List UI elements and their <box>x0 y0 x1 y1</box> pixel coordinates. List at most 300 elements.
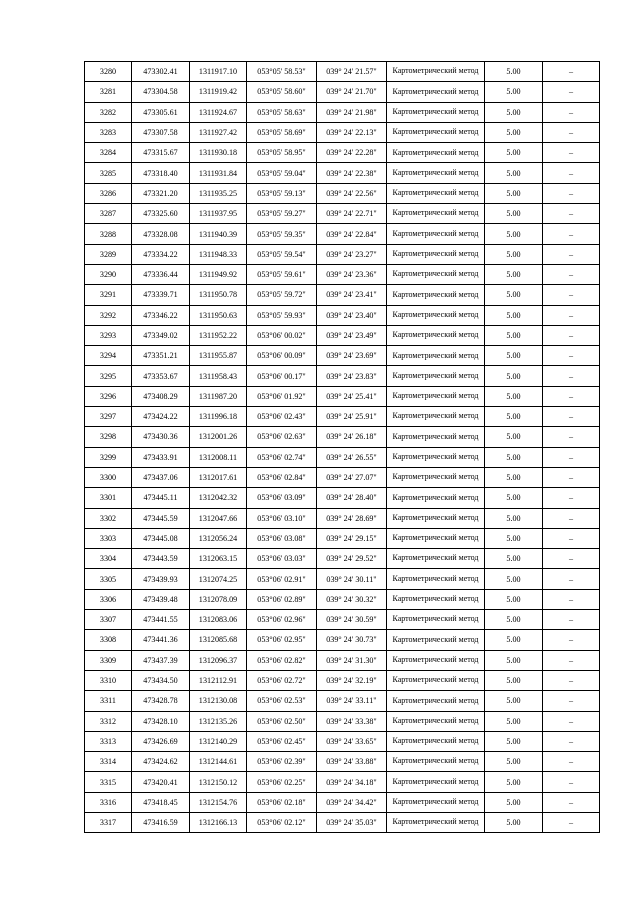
y-coordinate-cell: 1312078.09 <box>190 589 247 609</box>
description-cell: – <box>543 467 600 487</box>
point-number-cell: 3305 <box>85 569 132 589</box>
longitude-cell: 039° 24' 23.69" <box>317 346 387 366</box>
latitude-cell: 053°06' 03.08" <box>247 528 317 548</box>
x-coordinate-cell: 473437.39 <box>132 650 190 670</box>
method-cell: Картометрический метод <box>387 752 485 772</box>
x-coordinate-cell: 473304.58 <box>132 82 190 102</box>
point-number-cell: 3301 <box>85 488 132 508</box>
x-coordinate-cell: 473443.59 <box>132 549 190 569</box>
table-row <box>85 792 600 812</box>
accuracy-cell: 5.00 <box>485 62 543 82</box>
latitude-cell: 053°06' 01.92" <box>247 386 317 406</box>
latitude-cell: 053°06' 02.43" <box>247 407 317 427</box>
method-cell: Картометрический метод <box>387 447 485 467</box>
latitude-cell: 053°06' 02.39" <box>247 752 317 772</box>
accuracy-cell: 5.00 <box>485 731 543 751</box>
accuracy-cell: 5.00 <box>485 427 543 447</box>
longitude-cell: 039° 24' 26.18" <box>317 427 387 447</box>
latitude-cell: 053°06' 02.25" <box>247 772 317 792</box>
longitude-cell: 039° 24' 22.13" <box>317 122 387 142</box>
table-row <box>85 122 600 142</box>
latitude-cell: 053°06' 02.91" <box>247 569 317 589</box>
point-number-cell: 3311 <box>85 691 132 711</box>
x-coordinate-cell: 473307.58 <box>132 122 190 142</box>
description-cell: – <box>543 772 600 792</box>
accuracy-cell: 5.00 <box>485 812 543 832</box>
y-coordinate-cell: 1311948.33 <box>190 244 247 264</box>
latitude-cell: 053°06' 02.82" <box>247 650 317 670</box>
y-coordinate-cell: 1312144.61 <box>190 752 247 772</box>
x-coordinate-cell: 473430.36 <box>132 427 190 447</box>
y-coordinate-cell: 1312042.32 <box>190 488 247 508</box>
table-row <box>85 143 600 163</box>
longitude-cell: 039° 24' 23.36" <box>317 264 387 284</box>
y-coordinate-cell: 1311958.43 <box>190 366 247 386</box>
x-coordinate-cell: 473426.69 <box>132 731 190 751</box>
x-coordinate-cell: 473334.22 <box>132 244 190 264</box>
point-number-cell: 3289 <box>85 244 132 264</box>
latitude-cell: 053°06' 02.74" <box>247 447 317 467</box>
latitude-cell: 053°06' 02.72" <box>247 670 317 690</box>
y-coordinate-cell: 1311952.22 <box>190 325 247 345</box>
description-cell: – <box>543 549 600 569</box>
y-coordinate-cell: 1312074.25 <box>190 569 247 589</box>
latitude-cell: 053°06' 02.84" <box>247 467 317 487</box>
x-coordinate-cell: 473321.20 <box>132 183 190 203</box>
x-coordinate-cell: 473439.48 <box>132 589 190 609</box>
latitude-cell: 053°05' 58.69" <box>247 122 317 142</box>
accuracy-cell: 5.00 <box>485 610 543 630</box>
point-number-cell: 3287 <box>85 204 132 224</box>
latitude-cell: 053°06' 02.96" <box>247 610 317 630</box>
method-cell: Картометрический метод <box>387 244 485 264</box>
table-row <box>85 204 600 224</box>
y-coordinate-cell: 1311955.87 <box>190 346 247 366</box>
table-row <box>85 244 600 264</box>
x-coordinate-cell: 473351.21 <box>132 346 190 366</box>
point-number-cell: 3290 <box>85 264 132 284</box>
description-cell: – <box>543 305 600 325</box>
longitude-cell: 039° 24' 35.03" <box>317 812 387 832</box>
longitude-cell: 039° 24' 30.11" <box>317 569 387 589</box>
latitude-cell: 053°05' 59.93" <box>247 305 317 325</box>
y-coordinate-cell: 1311937.95 <box>190 204 247 224</box>
method-cell: Картометрический метод <box>387 366 485 386</box>
x-coordinate-cell: 473318.40 <box>132 163 190 183</box>
point-number-cell: 3303 <box>85 528 132 548</box>
accuracy-cell: 5.00 <box>485 549 543 569</box>
point-number-cell: 3296 <box>85 386 132 406</box>
longitude-cell: 039° 24' 33.88" <box>317 752 387 772</box>
y-coordinate-cell: 1311930.18 <box>190 143 247 163</box>
x-coordinate-cell: 473428.78 <box>132 691 190 711</box>
table-row <box>85 407 600 427</box>
method-cell: Картометрический метод <box>387 630 485 650</box>
longitude-cell: 039° 24' 30.59" <box>317 610 387 630</box>
latitude-cell: 053°05' 59.27" <box>247 204 317 224</box>
point-number-cell: 3300 <box>85 467 132 487</box>
description-cell: – <box>543 691 600 711</box>
point-number-cell: 3315 <box>85 772 132 792</box>
longitude-cell: 039° 24' 23.40" <box>317 305 387 325</box>
method-cell: Картометрический метод <box>387 650 485 670</box>
accuracy-cell: 5.00 <box>485 772 543 792</box>
x-coordinate-cell: 473325.60 <box>132 204 190 224</box>
accuracy-cell: 5.00 <box>485 143 543 163</box>
accuracy-cell: 5.00 <box>485 346 543 366</box>
point-number-cell: 3291 <box>85 285 132 305</box>
point-number-cell: 3299 <box>85 447 132 467</box>
accuracy-cell: 5.00 <box>485 122 543 142</box>
point-number-cell: 3285 <box>85 163 132 183</box>
longitude-cell: 039° 24' 34.18" <box>317 772 387 792</box>
x-coordinate-cell: 473418.45 <box>132 792 190 812</box>
table-row <box>85 102 600 122</box>
point-number-cell: 3314 <box>85 752 132 772</box>
longitude-cell: 039° 24' 33.38" <box>317 711 387 731</box>
accuracy-cell: 5.00 <box>485 82 543 102</box>
point-number-cell: 3316 <box>85 792 132 812</box>
method-cell: Картометрический метод <box>387 163 485 183</box>
table-row <box>85 711 600 731</box>
method-cell: Картометрический метод <box>387 691 485 711</box>
description-cell: – <box>543 62 600 82</box>
latitude-cell: 053°05' 59.61" <box>247 264 317 284</box>
longitude-cell: 039° 24' 22.56" <box>317 183 387 203</box>
accuracy-cell: 5.00 <box>485 366 543 386</box>
method-cell: Картометрический метод <box>387 143 485 163</box>
description-cell: – <box>543 812 600 832</box>
method-cell: Картометрический метод <box>387 386 485 406</box>
point-number-cell: 3293 <box>85 325 132 345</box>
description-cell: – <box>543 325 600 345</box>
description-cell: – <box>543 224 600 244</box>
longitude-cell: 039° 24' 23.83" <box>317 366 387 386</box>
x-coordinate-cell: 473441.55 <box>132 610 190 630</box>
method-cell: Картометрический метод <box>387 346 485 366</box>
point-number-cell: 3283 <box>85 122 132 142</box>
x-coordinate-cell: 473339.71 <box>132 285 190 305</box>
longitude-cell: 039° 24' 23.41" <box>317 285 387 305</box>
longitude-cell: 039° 24' 22.71" <box>317 204 387 224</box>
description-cell: – <box>543 610 600 630</box>
method-cell: Картометрический метод <box>387 589 485 609</box>
latitude-cell: 053°06' 02.45" <box>247 731 317 751</box>
accuracy-cell: 5.00 <box>485 447 543 467</box>
table-row <box>85 346 600 366</box>
longitude-cell: 039° 24' 29.52" <box>317 549 387 569</box>
y-coordinate-cell: 1312056.24 <box>190 528 247 548</box>
method-cell: Картометрический метод <box>387 731 485 751</box>
description-cell: – <box>543 204 600 224</box>
y-coordinate-cell: 1311940.39 <box>190 224 247 244</box>
latitude-cell: 053°06' 03.09" <box>247 488 317 508</box>
longitude-cell: 039° 24' 23.27" <box>317 244 387 264</box>
method-cell: Картометрический метод <box>387 204 485 224</box>
longitude-cell: 039° 24' 30.32" <box>317 589 387 609</box>
description-cell: – <box>543 731 600 751</box>
y-coordinate-cell: 1311996.18 <box>190 407 247 427</box>
latitude-cell: 053°05' 59.04" <box>247 163 317 183</box>
latitude-cell: 053°05' 59.54" <box>247 244 317 264</box>
y-coordinate-cell: 1312017.61 <box>190 467 247 487</box>
table-row <box>85 752 600 772</box>
x-coordinate-cell: 473349.02 <box>132 325 190 345</box>
point-number-cell: 3297 <box>85 407 132 427</box>
latitude-cell: 053°05' 58.95" <box>247 143 317 163</box>
table-row <box>85 447 600 467</box>
table-row <box>85 731 600 751</box>
point-number-cell: 3304 <box>85 549 132 569</box>
method-cell: Картометрический метод <box>387 467 485 487</box>
x-coordinate-cell: 473441.36 <box>132 630 190 650</box>
method-cell: Картометрический метод <box>387 528 485 548</box>
x-coordinate-cell: 473445.11 <box>132 488 190 508</box>
x-coordinate-cell: 473302.41 <box>132 62 190 82</box>
accuracy-cell: 5.00 <box>485 224 543 244</box>
longitude-cell: 039° 24' 21.98" <box>317 102 387 122</box>
point-number-cell: 3284 <box>85 143 132 163</box>
table-row <box>85 427 600 447</box>
x-coordinate-cell: 473424.22 <box>132 407 190 427</box>
description-cell: – <box>543 488 600 508</box>
x-coordinate-cell: 473328.08 <box>132 224 190 244</box>
y-coordinate-cell: 1311924.67 <box>190 102 247 122</box>
description-cell: – <box>543 244 600 264</box>
table-row <box>85 670 600 690</box>
latitude-cell: 053°06' 00.17" <box>247 366 317 386</box>
description-cell: – <box>543 407 600 427</box>
x-coordinate-cell: 473445.59 <box>132 508 190 528</box>
y-coordinate-cell: 1312112.91 <box>190 670 247 690</box>
longitude-cell: 039° 24' 22.38" <box>317 163 387 183</box>
x-coordinate-cell: 473434.50 <box>132 670 190 690</box>
x-coordinate-cell: 473428.10 <box>132 711 190 731</box>
point-number-cell: 3312 <box>85 711 132 731</box>
description-cell: – <box>543 792 600 812</box>
method-cell: Картометрический метод <box>387 569 485 589</box>
accuracy-cell: 5.00 <box>485 467 543 487</box>
table-row <box>85 691 600 711</box>
table-row <box>85 183 600 203</box>
method-cell: Картометрический метод <box>387 812 485 832</box>
description-cell: – <box>543 711 600 731</box>
table-row <box>85 305 600 325</box>
table-row <box>85 650 600 670</box>
x-coordinate-cell: 473424.62 <box>132 752 190 772</box>
accuracy-cell: 5.00 <box>485 752 543 772</box>
longitude-cell: 039° 24' 33.65" <box>317 731 387 751</box>
method-cell: Картометрический метод <box>387 224 485 244</box>
point-number-cell: 3292 <box>85 305 132 325</box>
latitude-cell: 053°05' 59.72" <box>247 285 317 305</box>
latitude-cell: 053°06' 00.02" <box>247 325 317 345</box>
y-coordinate-cell: 1312008.11 <box>190 447 247 467</box>
description-cell: – <box>543 285 600 305</box>
method-cell: Картометрический метод <box>387 711 485 731</box>
latitude-cell: 053°06' 03.03" <box>247 549 317 569</box>
description-cell: – <box>543 386 600 406</box>
accuracy-cell: 5.00 <box>485 285 543 305</box>
description-cell: – <box>543 264 600 284</box>
description-cell: – <box>543 569 600 589</box>
description-cell: – <box>543 183 600 203</box>
method-cell: Картометрический метод <box>387 508 485 528</box>
latitude-cell: 053°05' 58.53" <box>247 62 317 82</box>
y-coordinate-cell: 1312085.68 <box>190 630 247 650</box>
method-cell: Картометрический метод <box>387 772 485 792</box>
accuracy-cell: 5.00 <box>485 569 543 589</box>
table-row <box>85 325 600 345</box>
accuracy-cell: 5.00 <box>485 589 543 609</box>
x-coordinate-cell: 473305.61 <box>132 102 190 122</box>
description-cell: – <box>543 508 600 528</box>
latitude-cell: 053°06' 02.89" <box>247 589 317 609</box>
y-coordinate-cell: 1312135.26 <box>190 711 247 731</box>
point-number-cell: 3317 <box>85 812 132 832</box>
longitude-cell: 039° 24' 33.11" <box>317 691 387 711</box>
accuracy-cell: 5.00 <box>485 183 543 203</box>
accuracy-cell: 5.00 <box>485 670 543 690</box>
table-row <box>85 163 600 183</box>
y-coordinate-cell: 1312096.37 <box>190 650 247 670</box>
point-number-cell: 3295 <box>85 366 132 386</box>
x-coordinate-cell: 473433.91 <box>132 447 190 467</box>
method-cell: Картометрический метод <box>387 792 485 812</box>
table-row <box>85 386 600 406</box>
y-coordinate-cell: 1311950.78 <box>190 285 247 305</box>
point-number-cell: 3307 <box>85 610 132 630</box>
table-row <box>85 285 600 305</box>
table-body <box>85 62 600 833</box>
table-row <box>85 467 600 487</box>
longitude-cell: 039° 24' 28.69" <box>317 508 387 528</box>
x-coordinate-cell: 473437.06 <box>132 467 190 487</box>
accuracy-cell: 5.00 <box>485 407 543 427</box>
x-coordinate-cell: 473416.59 <box>132 812 190 832</box>
method-cell: Картометрический метод <box>387 305 485 325</box>
longitude-cell: 039° 24' 29.15" <box>317 528 387 548</box>
point-number-cell: 3306 <box>85 589 132 609</box>
longitude-cell: 039° 24' 25.91" <box>317 407 387 427</box>
accuracy-cell: 5.00 <box>485 488 543 508</box>
longitude-cell: 039° 24' 34.42" <box>317 792 387 812</box>
x-coordinate-cell: 473336.44 <box>132 264 190 284</box>
table-row <box>85 812 600 832</box>
x-coordinate-cell: 473346.22 <box>132 305 190 325</box>
method-cell: Картометрический метод <box>387 325 485 345</box>
latitude-cell: 053°06' 02.18" <box>247 792 317 812</box>
longitude-cell: 039° 24' 27.07" <box>317 467 387 487</box>
y-coordinate-cell: 1312154.76 <box>190 792 247 812</box>
point-number-cell: 3308 <box>85 630 132 650</box>
y-coordinate-cell: 1312047.66 <box>190 508 247 528</box>
y-coordinate-cell: 1312130.08 <box>190 691 247 711</box>
method-cell: Картометрический метод <box>387 82 485 102</box>
point-number-cell: 3310 <box>85 670 132 690</box>
y-coordinate-cell: 1312083.06 <box>190 610 247 630</box>
table-row <box>85 549 600 569</box>
latitude-cell: 053°06' 02.95" <box>247 630 317 650</box>
y-coordinate-cell: 1311935.25 <box>190 183 247 203</box>
y-coordinate-cell: 1311919.42 <box>190 82 247 102</box>
method-cell: Картометрический метод <box>387 427 485 447</box>
description-cell: – <box>543 447 600 467</box>
y-coordinate-cell: 1311949.92 <box>190 264 247 284</box>
longitude-cell: 039° 24' 30.73" <box>317 630 387 650</box>
y-coordinate-cell: 1311950.63 <box>190 305 247 325</box>
accuracy-cell: 5.00 <box>485 630 543 650</box>
y-coordinate-cell: 1311931.84 <box>190 163 247 183</box>
description-cell: – <box>543 630 600 650</box>
x-coordinate-cell: 473408.29 <box>132 386 190 406</box>
method-cell: Картометрический метод <box>387 549 485 569</box>
x-coordinate-cell: 473445.08 <box>132 528 190 548</box>
accuracy-cell: 5.00 <box>485 508 543 528</box>
point-number-cell: 3282 <box>85 102 132 122</box>
description-cell: – <box>543 163 600 183</box>
table-row <box>85 62 600 82</box>
longitude-cell: 039° 24' 32.19" <box>317 670 387 690</box>
latitude-cell: 053°06' 02.63" <box>247 427 317 447</box>
method-cell: Картометрический метод <box>387 670 485 690</box>
latitude-cell: 053°06' 02.53" <box>247 691 317 711</box>
accuracy-cell: 5.00 <box>485 204 543 224</box>
latitude-cell: 053°05' 58.63" <box>247 102 317 122</box>
accuracy-cell: 5.00 <box>485 305 543 325</box>
table-row <box>85 569 600 589</box>
x-coordinate-cell: 473420.41 <box>132 772 190 792</box>
y-coordinate-cell: 1311987.20 <box>190 386 247 406</box>
table-row <box>85 630 600 650</box>
y-coordinate-cell: 1311917.10 <box>190 62 247 82</box>
description-cell: – <box>543 670 600 690</box>
description-cell: – <box>543 122 600 142</box>
point-number-cell: 3280 <box>85 62 132 82</box>
point-number-cell: 3286 <box>85 183 132 203</box>
description-cell: – <box>543 346 600 366</box>
point-number-cell: 3309 <box>85 650 132 670</box>
description-cell: – <box>543 102 600 122</box>
longitude-cell: 039° 24' 26.55" <box>317 447 387 467</box>
y-coordinate-cell: 1311927.42 <box>190 122 247 142</box>
method-cell: Картометрический метод <box>387 62 485 82</box>
y-coordinate-cell: 1312001.26 <box>190 427 247 447</box>
latitude-cell: 053°06' 00.09" <box>247 346 317 366</box>
description-cell: – <box>543 752 600 772</box>
method-cell: Картометрический метод <box>387 264 485 284</box>
latitude-cell: 053°05' 59.13" <box>247 183 317 203</box>
point-number-cell: 3298 <box>85 427 132 447</box>
accuracy-cell: 5.00 <box>485 792 543 812</box>
table-row <box>85 508 600 528</box>
y-coordinate-cell: 1312166.13 <box>190 812 247 832</box>
table-row <box>85 528 600 548</box>
point-number-cell: 3313 <box>85 731 132 751</box>
y-coordinate-cell: 1312150.12 <box>190 772 247 792</box>
accuracy-cell: 5.00 <box>485 244 543 264</box>
table-row <box>85 488 600 508</box>
description-cell: – <box>543 427 600 447</box>
longitude-cell: 039° 24' 23.49" <box>317 325 387 345</box>
description-cell: – <box>543 650 600 670</box>
x-coordinate-cell: 473353.67 <box>132 366 190 386</box>
table-row <box>85 224 600 244</box>
accuracy-cell: 5.00 <box>485 528 543 548</box>
longitude-cell: 039° 24' 25.41" <box>317 386 387 406</box>
x-coordinate-cell: 473315.67 <box>132 143 190 163</box>
description-cell: – <box>543 82 600 102</box>
